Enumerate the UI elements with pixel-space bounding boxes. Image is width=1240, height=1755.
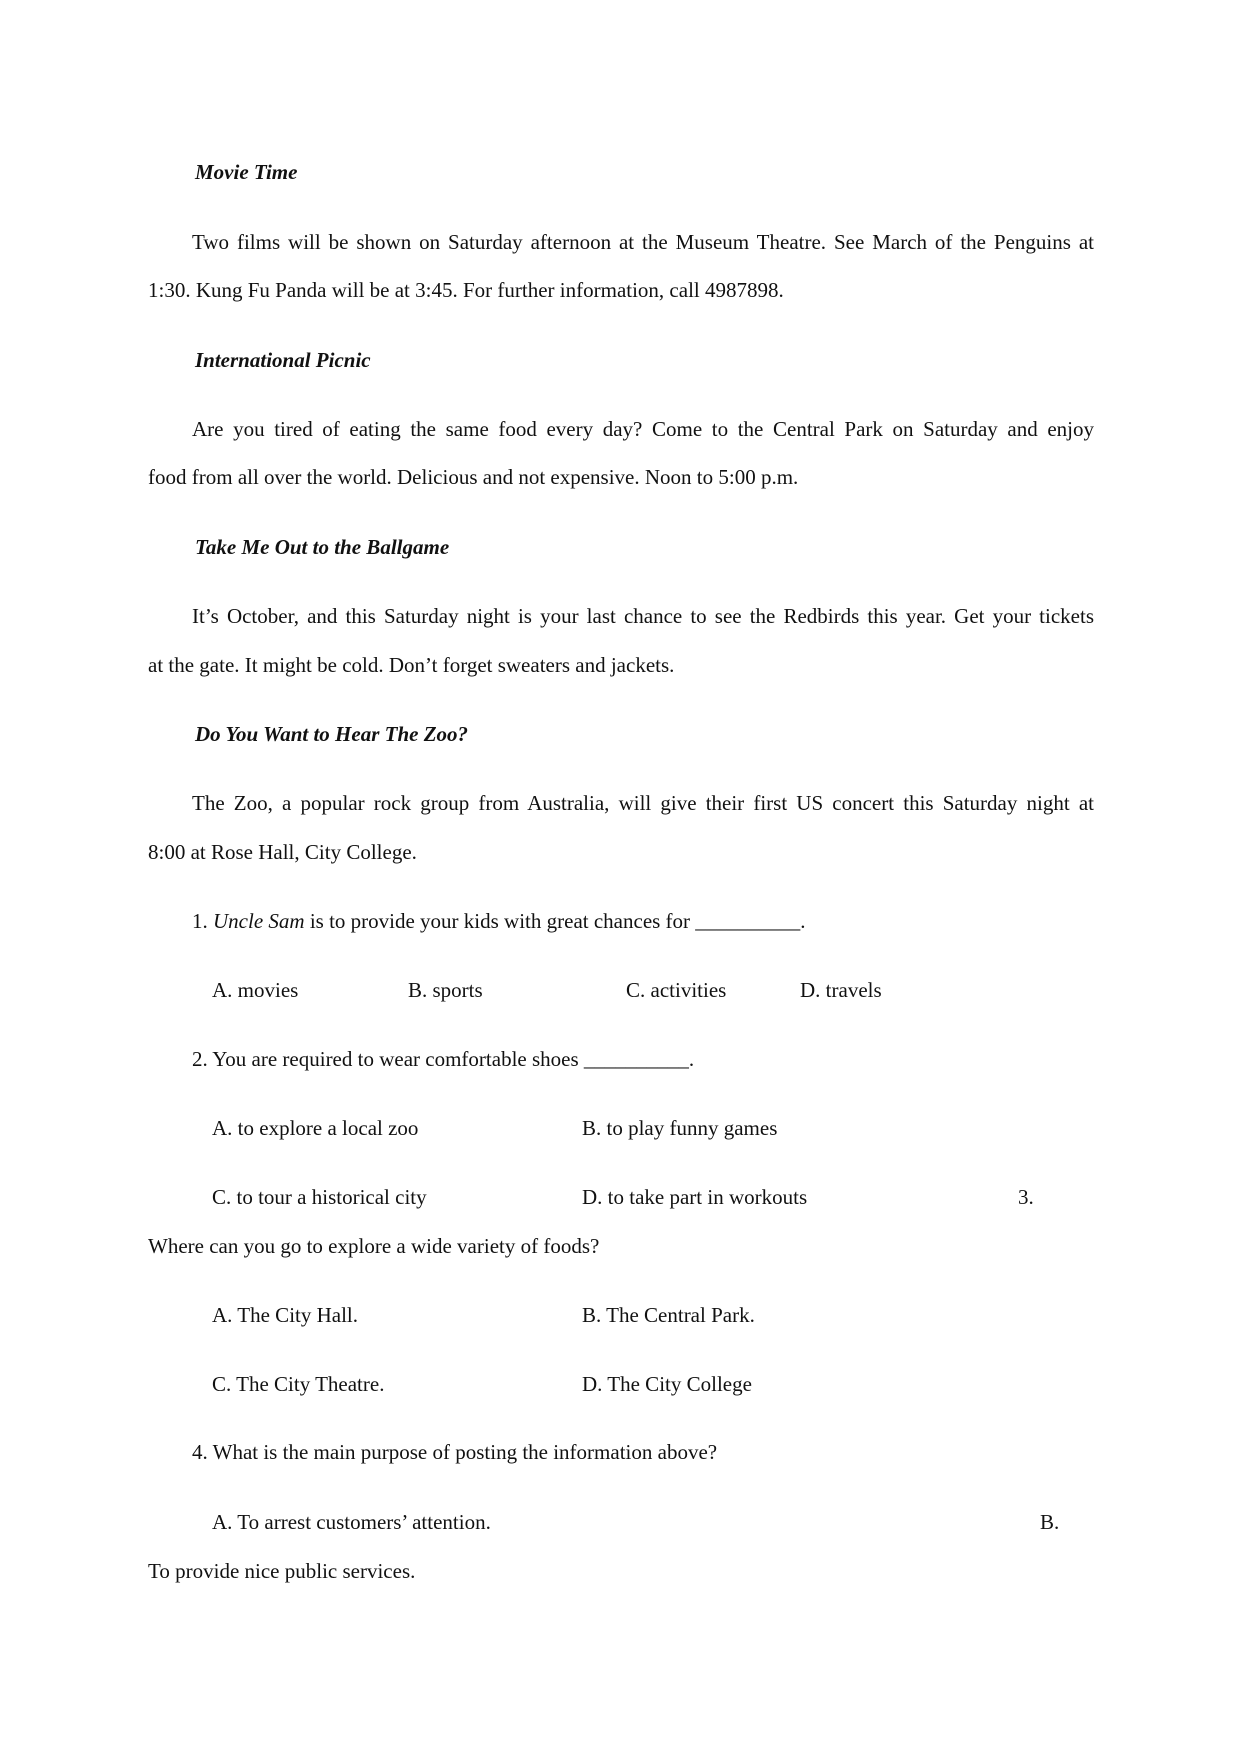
section-heading-international-picnic: International Picnic: [195, 348, 371, 372]
q1-option-a: A. movies: [212, 978, 299, 1002]
q4-option-b-label: B.: [1040, 1510, 1060, 1534]
section-body-line: Are you tired of eating the same food every day? Come to the Central Park on Saturday and enjoy: [192, 417, 1094, 441]
section-body-line: food from all over the world. Delicious and not expensive. Noon to 5:00 p.m.: [148, 465, 799, 489]
q1-option-b: B. sports: [408, 978, 483, 1002]
section-heading-movie-time: Movie Time: [195, 160, 298, 184]
section-heading-the-zoo: Do You Want to Hear The Zoo?: [195, 722, 469, 746]
question-1: [192, 911, 806, 932]
section-body-line: It’s October, and this Saturday night is your last chance to see the Redbirds this year. Get your tickets: [192, 604, 1094, 628]
question-4: 4. What is the main purpose of posting the information above?: [192, 1440, 718, 1464]
q4-option-a: A. To arrest customers’ attention.: [212, 1510, 491, 1534]
section-body-line: 8:00 at Rose Hall, City College.: [148, 840, 417, 864]
question-3: Where can you go to explore a wide variety of foods?: [148, 1234, 600, 1258]
q2-option-a: A. to explore a local zoo: [212, 1116, 419, 1140]
q2-option-b: B. to play funny games: [582, 1116, 778, 1140]
section-body-line: 1:30. Kung Fu Panda will be at 3:45. For further information, call 4987898.: [148, 278, 784, 302]
q3-option-b: B. The Central Park.: [582, 1303, 755, 1327]
q3-option-c: C. The City Theatre.: [212, 1372, 385, 1396]
section-heading-ballgame: Take Me Out to the Ballgame: [195, 535, 450, 559]
question-3-number: 3.: [1018, 1185, 1034, 1209]
question-number: 1.: [192, 909, 208, 933]
q2-option-d: D. to take part in workouts: [582, 1185, 808, 1209]
question-text: is to provide your kids with great chances for __________.: [309, 909, 806, 933]
q4-option-b-text: To provide nice public services.: [148, 1559, 416, 1583]
section-body-line: at the gate. It might be cold. Don’t forget sweaters and jackets.: [148, 653, 675, 677]
q1-option-c: C. activities: [626, 978, 727, 1002]
section-body-line: The Zoo, a popular rock group from Australia, will give their first US concert this Saturday night at: [192, 791, 1094, 815]
question-italic-term: Uncle Sam: [213, 909, 305, 933]
section-body-line: Two films will be shown on Saturday afternoon at the Museum Theatre. See March of the Penguins at: [192, 230, 1094, 254]
q3-option-a: A. The City Hall.: [212, 1303, 359, 1327]
q1-option-d: D. travels: [800, 978, 882, 1002]
q2-option-c: C. to tour a historical city: [212, 1185, 427, 1209]
q3-option-d: D. The City College: [582, 1372, 752, 1396]
question-2: 2. You are required to wear comfortable shoes __________.: [192, 1047, 695, 1071]
